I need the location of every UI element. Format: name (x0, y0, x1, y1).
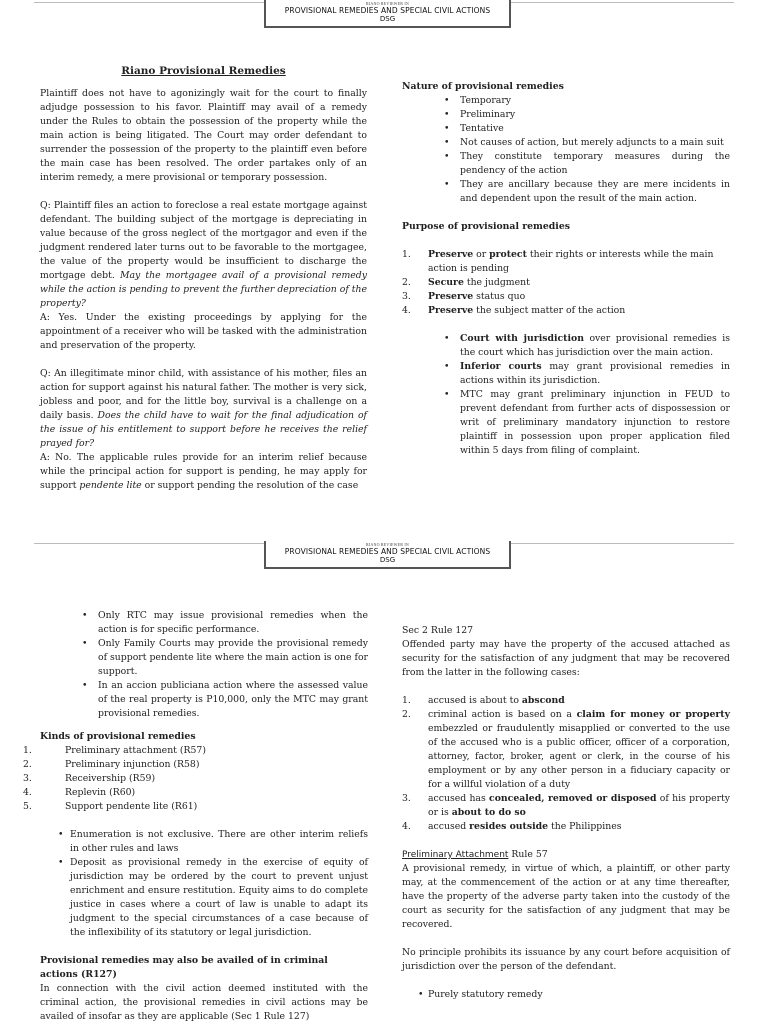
question-2: Q: An illegitimate minor child, with assistance of his mother, files an action for support against his natural father. The mother is very sick, jobless and poor, and for the little boy, survival is a challenge on a daily basis. Does the child have to wait for the final adjudication of the issue of his entitlement to support before he receives the relief prayed for? (40, 368, 367, 449)
sec2-paragraph: Offended party may have the property of the accused attached as security for the satisfaction of any judgment that may be recovered from the latter in the following cases: (402, 639, 730, 678)
court-bullets (82, 609, 368, 721)
sec2-heading: Sec 2 Rule 127 (402, 625, 474, 636)
statutory-bullets (418, 988, 730, 1002)
list-item: 1. Preliminary attachment (R57) (23, 745, 206, 756)
header-author: DSG (379, 556, 396, 564)
list-item: 1. accused is about to abscond (402, 695, 565, 706)
page2-left-column (23, 609, 368, 1024)
header-title: PROVISIONAL REMEDIES AND SPECIAL CIVIL ACTIONS (284, 6, 491, 15)
nature-heading: Nature of provisional remedies (402, 81, 564, 92)
list-item: 5. Support pendente lite (R61) (23, 801, 198, 812)
list-item: 4. accused resides outside the Philippines (402, 821, 622, 832)
list-item: • Purely statutory remedy (418, 988, 730, 1002)
criminal-heading: Provisional remedies may also be availed of in criminal actions (R127) (40, 955, 328, 980)
list-item: 3. Receivership (R59) (23, 773, 156, 784)
criminal-paragraph: In connection with the civil action deemed instituted with the criminal action, the provisional remedies in civil actions may be availed of insofar as they are applicable (Sec 1 Rule 127) (40, 983, 368, 1022)
list-item: 3. accused has concealed, removed or disposed of his property or is about to do so (402, 793, 731, 818)
intro-paragraph: Plaintiff does not have to agonizingly wait for the court to finally adjudge possession to his favor. Plaintiff may avail of a remedy under the Rules to obtain the possession of the property while the main action is being litigated. The Court may order defendant to surrender the possession of the property to the plaintiff even before the main case has been resolved. The order partakes only of an interim remedy, a mere provisional or temporary possession. (40, 88, 367, 183)
list-item: • They constitute temporary measures during the pendency of the action (444, 150, 730, 178)
page1-right-column (402, 80, 730, 458)
sec2-list (402, 694, 730, 834)
list-item: 2. Secure the judgment (402, 277, 530, 288)
preliminary-attachment-heading: Preliminary Attachment Rule 57 (402, 849, 548, 860)
page2-right-column (402, 624, 730, 1002)
no-principle-paragraph: No principle prohibits its issuance by any court before acquisition of jurisdiction over the person of the defendant. (402, 947, 730, 972)
section-title: Riano Provisional Remedies (121, 65, 286, 77)
page1-left-column (40, 64, 367, 493)
list-item: 2. Preliminary injunction (R58) (23, 759, 200, 770)
list-item: • Only RTC may issue provisional remedies when the action is for specific performance. (82, 609, 368, 637)
list-item: 4. Replevin (R60) (23, 787, 136, 798)
preliminary-attachment-paragraph: A provisional remedy, in virtue of which, a plaintiff, or other party may, at the commencement of the action or at any time thereafter, have the property of the adverse party taken into the custody of the court as security for the satisfaction of any judgment that may be recovered. (402, 863, 730, 930)
list-item: • Tentative (444, 122, 730, 136)
list-item: • Preliminary (444, 108, 730, 122)
nature-list (444, 94, 730, 206)
header-small-text: RIANO REVIEWER IN (366, 1, 409, 6)
list-item: 2. criminal action is based on a claim for money or property embezzled or fraudulently misapplied or converted to the use of the accused who is a public officer, officer of a corporation, attorney, factor, broker, agent or clerk, in the course of his employment or by any other person in a fiduciary capacity or for a willful violation of a duty (402, 709, 730, 790)
answer-2: A: No. The applicable rules provide for an interim relief because while the principal action for support is pending, he may apply for support pendente lite or support pending the resolution of the case (40, 452, 367, 491)
header-small-text: RIANO REVIEWER IN (366, 542, 409, 547)
list-item: 1. Preserve or protect their rights or interests while the main action is pending (402, 249, 714, 274)
page1-header-box (264, 0, 511, 28)
list-item: • They are ancillary because they are mere incidents in and dependent upon the result of the main action. (444, 178, 730, 206)
list-item: • Temporary (444, 94, 730, 108)
list-item: • In an accion publiciana action where the assessed value of the real property is P10,000, only the MTC may grant provisional remedies. (82, 679, 368, 721)
page2-header-box (264, 541, 511, 569)
list-item: • Deposit as provisional remedy in the exercise of equity of jurisdiction may be ordered by the court to prevent unjust enrichment and ensure restitution. Equity aims to do complete justice in cases where a court of law is unable to adapt its judgment to the special circumstances of a case because of the inflexibility of its statutory or legal jurisdiction. (58, 856, 368, 940)
header-author: DSG (379, 15, 396, 23)
jurisdiction-list (444, 332, 730, 458)
list-item: 3. Preserve status quo (402, 291, 526, 302)
kinds-list (23, 744, 351, 814)
enum-bullets (58, 828, 368, 940)
list-item: • Only Family Courts may provide the provisional remedy of support pendente lite where the main action is one for support. (82, 637, 368, 679)
list-item: • Enumeration is not exclusive. There are other interim reliefs in other rules and laws (58, 828, 368, 856)
question-1: Q: Plaintiff files an action to foreclose a real estate mortgage against defendant. The building subject of the mortgage is depreciating in value because of the gross neglect of the mortgagor and even if the judgment rendered later turns out to be favorable to the mortgagee, the value of the property would be insufficient to discharge the mortgage debt. May the mortgagee avail of a provisional remedy while the action is pending to prevent the further depreciation of the property? (40, 200, 367, 309)
purpose-heading: Purpose of provisional remedies (402, 221, 570, 232)
header-title: PROVISIONAL REMEDIES AND SPECIAL CIVIL ACTIONS (284, 547, 491, 556)
list-item: • Inferior courts may grant provisional remedies in actions within its jurisdiction. (444, 360, 730, 388)
answer-1: A: Yes. Under the existing proceedings by applying for the appointment of a receiver who will be tasked with the administration and preservation of the property. (40, 312, 367, 351)
list-item: • Not causes of action, but merely adjuncts to a main suit (444, 136, 730, 150)
purpose-list (402, 248, 730, 318)
kinds-heading: Kinds of provisional remedies (40, 731, 196, 742)
list-item: 4. Preserve the subject matter of the action (402, 305, 626, 316)
list-item: • Court with jurisdiction over provisional remedies is the court which has jurisdiction over the main action. (444, 332, 730, 360)
list-item: • MTC may grant preliminary injunction in FEUD to prevent defendant from further acts of dispossession or writ of preliminary mandatory injunction to restore plaintiff in possession upon proper application filed within 5 days from filing of complaint. (444, 388, 730, 458)
